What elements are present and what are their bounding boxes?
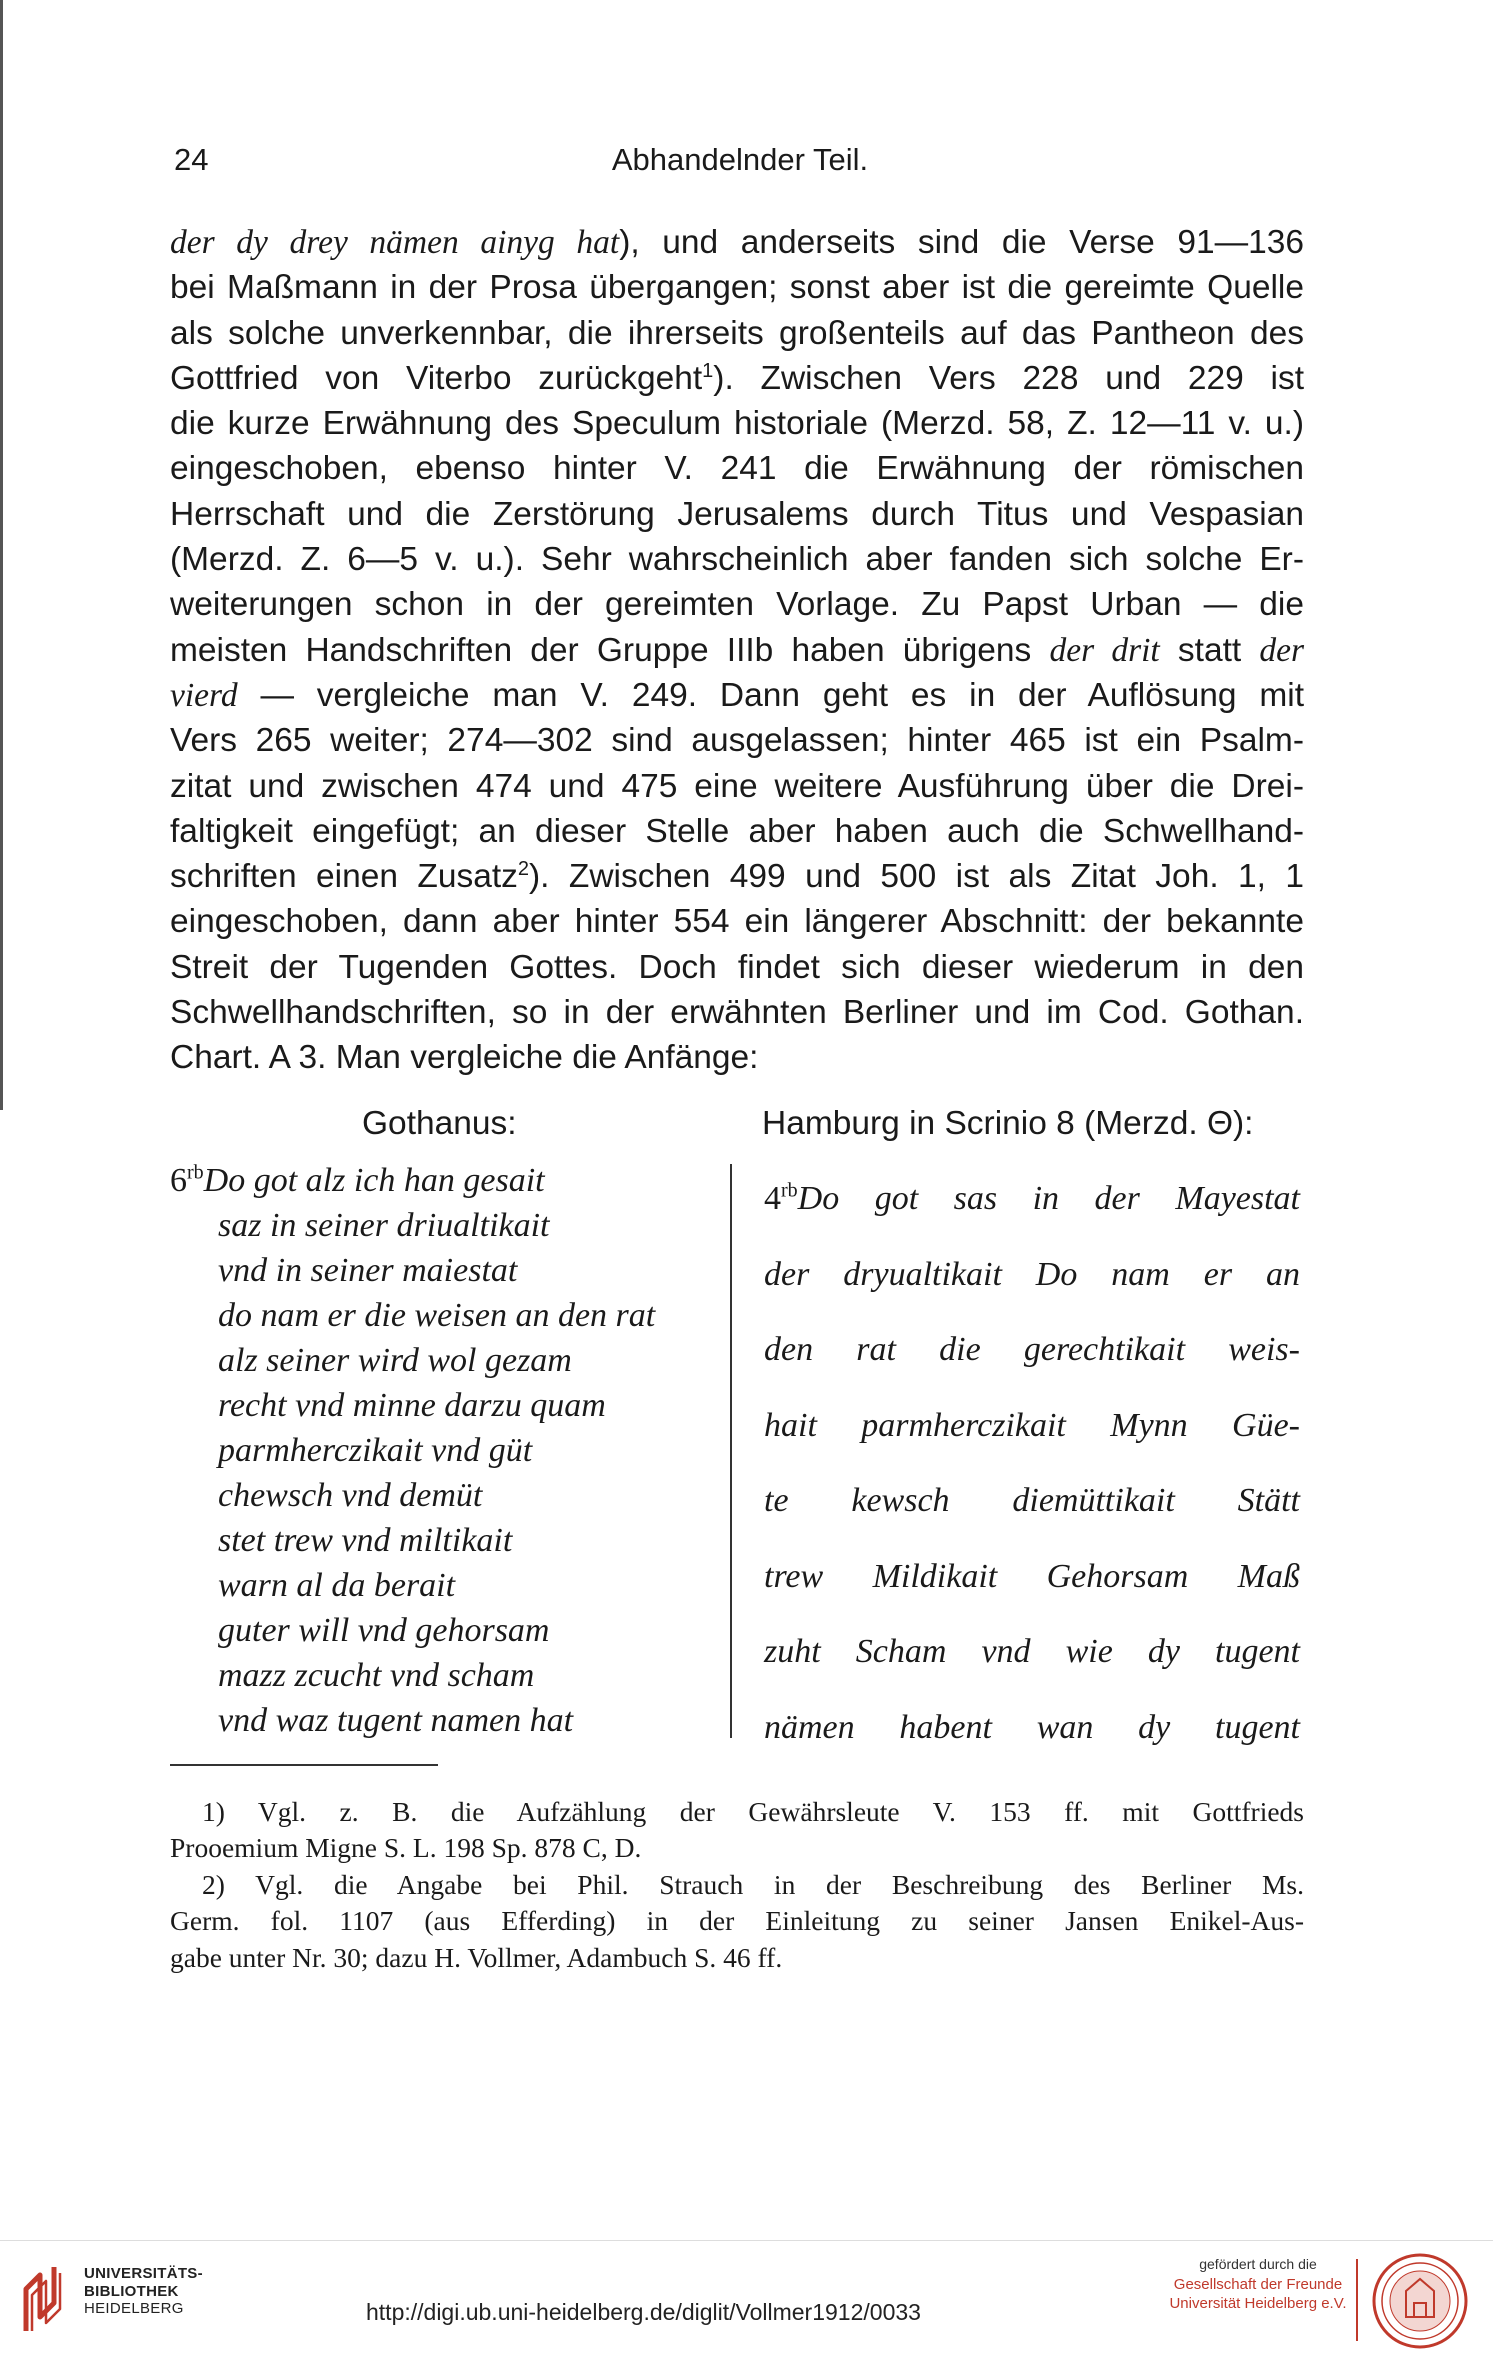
verse-line [170,1608,655,1653]
text-run: eingeschoben, ebenso hinter V. 241 die Erwähnung der römischen [170,450,1304,488]
folio-number: 6 [170,1162,187,1199]
verse-text: Do got alz ich han gesait [203,1162,545,1199]
prose-text: nämen habent wan dy tugent [764,1708,1300,1746]
verse-text: parmherczikait vnd güt [218,1432,533,1469]
hamburg-prose-column [764,1161,1300,1765]
text-run: als solche unverkennbar, die ihrerseits großenteils auf das Pantheon des [170,314,1304,352]
body-line [170,582,1304,627]
body-line [170,673,1304,718]
body-text [170,220,1304,1081]
sponsor-label: gefördert durch die [1199,2256,1317,2272]
prose-line [764,1690,1300,1766]
italic-quote: der [1259,631,1305,669]
verse-text: chewsch vnd demüt [218,1477,483,1514]
text-run: Herrschaft und die Zerstörung Jerusalems durch Titus und Vespasian [170,495,1304,533]
sponsor-name-line2: Universität Heidelberg e.V. [1169,2295,1347,2312]
footnote-line: gabe unter Nr. 30; dazu H. Vollmer, Adambuch S. 46 ff. [170,1941,783,1973]
prose-text: den rat die gerechtikait weis- [764,1331,1300,1368]
prose-text: zuht Scham vnd wie dy tugent [764,1633,1300,1670]
prose-line [764,1463,1300,1539]
footnote-line: 2) Vgl. die Angabe bei Phil. Strauch in der Beschreibung des Berliner Ms. [202,1868,1304,1900]
text-run: statt [1159,631,1260,669]
prose-text: Do got sas in der Mayestat [797,1180,1300,1217]
text-run: meisten Handschriften der Gruppe IIIb haben übrigens [170,631,1050,669]
body-line [170,809,1304,854]
body-line [170,446,1304,491]
body-line [170,945,1304,990]
sponsor-block [1158,2253,1358,2313]
footnote-line: Prooemium Migne S. L. 198 Sp. 878 C, D. [170,1832,642,1864]
footnote-line: 1) Vgl. z. B. die Aufzählung der Gewährsleute V. 153 ff. mit Gottfrieds [202,1796,1304,1827]
text-run: ), und anderseits sind die Verse 91—136 [619,224,1304,261]
prose-line [764,1539,1300,1615]
body-line [170,401,1304,446]
verse-line [170,1338,655,1383]
prose-text: hait parmherczikait Mynn Güe- [764,1406,1300,1444]
ub-heidelberg-logo-icon [18,2261,68,2336]
footnote-line: Germ. fol. 1107 (aus Efferding) in der Einleitung zu seiner Jansen Enikel-Aus- [170,1905,1304,1937]
body-line [170,854,1304,899]
sponsor-name-line1: Gesellschaft der Freunde [1173,2276,1343,2293]
body-line [170,764,1304,809]
verse-line [170,1653,655,1698]
library-name-line1: UNIVERSITÄTS- [84,2265,203,2282]
text-run: Gottfried von Viterbo zurückgeht [170,359,703,397]
italic-quote: der dy drey nämen ainyg hat [170,224,620,261]
running-head [170,142,1310,182]
verse-line [170,1698,655,1743]
verse-text: guter will vnd gehorsam [218,1612,550,1649]
verse-line [170,1158,655,1203]
footnote-marker: 2 [517,858,530,880]
verse-line [170,1293,655,1338]
prose-line [764,1388,1300,1464]
prose-line [764,1614,1300,1690]
folio-side: rb [781,1179,798,1202]
right-column-heading: Hamburg in Scrinio 8 (Merzd. Θ): [762,1105,1254,1142]
verse-text: alz seiner wird wol gezam [218,1342,572,1379]
column-separator [730,1164,732,1738]
folio-side: rb [187,1161,204,1184]
page-edge-rule [0,0,3,1110]
verse-text: warn al da berait [218,1567,456,1604]
text-run: — vergleiche man V. 249. Dann geht es in der Auflösung mit [237,676,1304,714]
text-run: schriften einen Zusatz [170,858,518,896]
library-name-line3: HEIDELBERG [84,2300,184,2317]
verse-line [170,1473,655,1518]
left-column-heading: Gothanus: [362,1105,517,1142]
sponsor-divider [1356,2259,1358,2341]
text-run: Vers 265 weiter; 274—302 sind ausgelassen; hinter 465 ist ein Psalm- [170,722,1304,760]
prose-line [764,1237,1300,1313]
body-line [170,311,1304,356]
italic-quote: der drit [1049,631,1160,669]
body-line [170,356,1304,401]
page-number: 24 [174,142,209,177]
digitization-footer [0,2240,1493,2358]
verse-text: mazz zcucht vnd scham [218,1657,535,1694]
footnotes [170,1794,1304,1976]
verse-text: recht vnd minne darzu quam [218,1387,606,1424]
university-seal-icon [1370,2251,1470,2351]
prose-text: te kewsch diemüttikait Stätt [764,1482,1300,1519]
verse-text: do nam er die weisen an den rat [218,1297,656,1334]
folio-number: 4 [764,1180,781,1217]
body-line [170,1035,1304,1080]
verse-line [170,1248,655,1293]
prose-text: trew Mildikait Gehorsam Maß [764,1557,1300,1595]
text-run: ). Zwischen Vers 228 und 229 ist [713,359,1305,397]
text-run: Chart. A 3. Man vergleiche die Anfänge: [170,1039,759,1077]
prose-text: der dryualtikait Do nam er an [764,1255,1300,1293]
library-name [84,2265,203,2318]
running-title: Abhandelnder Teil. [611,142,869,177]
body-line [170,492,1304,537]
library-name-line2: BIBLIOTHEK [84,2282,179,2300]
text-run: weiterungen schon in der gereimten Vorlage. Zu Papst Urban — die [170,586,1304,624]
text-run: die kurze Erwähnung des Speculum historiale (Merzd. 58, Z. 12—11 v. u.) [170,405,1304,443]
permalink-url[interactable]: http://digi.ub.uni-heidelberg.de/diglit/Vollmer1912/0033 [366,2299,921,2325]
text-run: ). Zwischen 499 und 500 ist als Zitat Joh. 1, 1 [529,858,1304,896]
text-run: (Merzd. Z. 6—5 v. u.). Sehr wahrscheinlich aber fanden sich solche Er- [170,541,1304,579]
verse-text: vnd in seiner maiestat [218,1252,518,1289]
text-run: faltigkeit eingefügt; an dieser Stelle aber haben auch die Schwellhand- [170,812,1304,850]
body-line [170,990,1304,1035]
text-run: zitat und zwischen 474 und 475 eine weitere Ausführung über die Drei- [170,767,1304,805]
footnote-rule [170,1764,438,1766]
text-run: Streit der Tugenden Gottes. Doch findet sich dieser wiederum in den [170,948,1304,986]
footnote-marker: 1 [702,359,714,382]
body-line [170,628,1304,673]
verse-text: stet trew vnd miltikait [218,1522,513,1559]
body-line [170,220,1304,265]
verse-line [170,1383,655,1428]
verse-line [170,1563,655,1608]
verse-line [170,1518,655,1563]
body-line [170,537,1304,582]
text-run: eingeschoben, dann aber hinter 554 ein längerer Abschnitt: der bekannte [170,903,1304,941]
verse-text: vnd waz tugent namen hat [218,1702,574,1739]
verse-line [170,1203,655,1248]
prose-line [764,1312,1300,1388]
italic-quote: vierd [170,676,238,714]
body-line [170,718,1304,763]
body-line [170,265,1304,310]
text-run: bei Maßmann in der Prosa übergangen; sonst aber ist die gereimte Quelle [170,269,1304,307]
prose-line [764,1161,1300,1237]
verse-text: saz in seiner driualtikait [218,1207,550,1244]
verse-line [170,1428,655,1473]
body-line [170,899,1304,944]
gothanus-verse-column [170,1158,655,1743]
text-run: Schwellhandschriften, so in der erwähnten Berliner und im Cod. Gothan. [170,994,1304,1032]
